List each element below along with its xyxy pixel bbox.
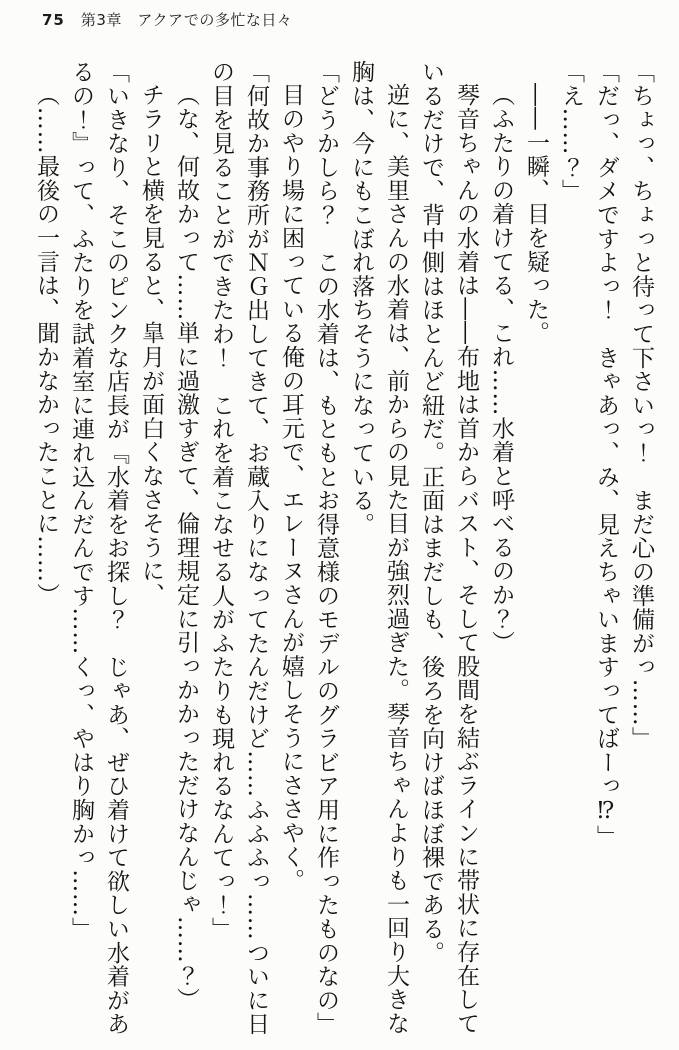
paragraph: 目のやり場に困っている俺の耳元で、エレーヌさんが嬉しそうにささやく。 [278, 83, 304, 893]
paragraph: ――一瞬、目を疑った。 [523, 83, 549, 345]
paragraph: （ふたりの着けてる、これ……水着と呼べるのか？） [488, 83, 514, 655]
paragraph: （……最後の一言は、聞かなかったことに……） [33, 83, 59, 607]
paragraph: 琴音ちゃんの水着は――布地は首からバスト、そして股間を結ぶラインに帯状に存在しているだけで、背中側はほとんど紐だ。正面はまだしも、後ろを向けばほぼ裸である。 [418, 60, 479, 1035]
paragraph: （な、何故かって……単に過激すぎて、倫理規定に引っかかっただけなんじゃ……？） [173, 83, 199, 1012]
novel-body-text [28, 60, 658, 1040]
paragraph: チラリと横を見ると、皐月が面白くなさそうに、 [138, 83, 164, 607]
paragraph: 「何故か事務所がＮＧ出してきて、お蔵入りになってたんだけど……ふふふっ……ついに日の目を見ることができたわ！ これを着こなせる人がふたりも現れるなんてっ！」 [208, 60, 269, 1036]
paragraph: 「だっ、ダメですよっ！ きゃあっ、み、見えちゃいますってばーっ⁉」 [593, 60, 619, 849]
paragraph: 「いきなり、そこのピンクな店長が『水着をお探し？ じゃあ、ぜひ着けて欲しい水着があるの！』って、ふたりを試着室に連れ込んだんです……くっ、やはり胸かっ……」 [68, 60, 129, 1036]
paragraph: 逆に、美里さんの水着は、前からの見た目が強烈過ぎた。琴音ちゃんよりも一回り大きな胸は、今にもこぼれ落ちそうになっている。 [348, 60, 409, 1035]
page-number: 75 [42, 11, 65, 29]
paragraph: 「どうかしら？ この水着は、もともとお得意様のモデルのグラビア用に作ったものなの」 [313, 60, 339, 1036]
paragraph: 「え……？」 [558, 60, 584, 203]
chapter-title: 第3章 アクアでの多忙な日々 [80, 11, 293, 29]
page-header [42, 9, 292, 30]
paragraph: 「ちょっ、ちょっと待って下さいっ！ まだ心の準備がっ……」 [628, 60, 654, 751]
